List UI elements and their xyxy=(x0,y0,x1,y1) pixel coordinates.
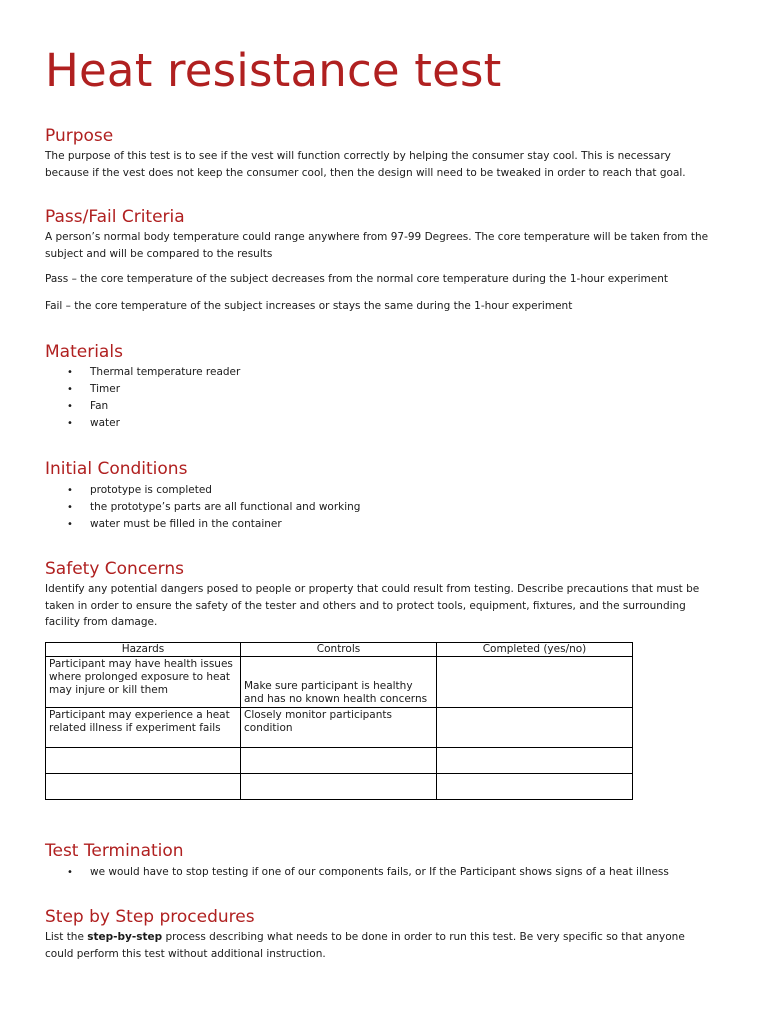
table-header-row xyxy=(46,643,633,657)
pass-criteria: Pass – the core temperature of the subject decreases from the normal core temperature during the 1-hour experiment xyxy=(45,273,669,285)
purpose-text: The purpose of this test is to see if the vest will function correctly by helping the consumer stay cool. This is necessary because if the vest does not keep the consumer cool, then the design will need to be tweaked in order to reach that goal. xyxy=(45,150,686,179)
procedures-heading: Step by Step procedures xyxy=(45,907,255,927)
table-cell xyxy=(46,774,241,800)
materials-list xyxy=(45,364,240,432)
procedures-text-start: List the xyxy=(45,931,88,943)
table-cell: Participant may have health issues where prolonged exposure to heat may injure or kill them xyxy=(46,657,241,708)
list-item: • the prototype’s parts are all functional and working xyxy=(45,499,360,516)
table-cell xyxy=(437,748,633,774)
table-cell xyxy=(241,774,437,800)
table-row xyxy=(46,774,633,800)
list-item: • Timer xyxy=(45,381,240,398)
page-title: Heat resistance test xyxy=(45,44,502,97)
termination-list xyxy=(45,864,669,881)
table-cell: Participant may experience a heat related illness if experiment fails xyxy=(46,708,241,748)
pass-fail-heading: Pass/Fail Criteria xyxy=(45,207,185,227)
table-row xyxy=(46,657,633,708)
termination-heading: Test Termination xyxy=(45,841,184,861)
table-cell xyxy=(437,708,633,748)
list-item: • we would have to stop testing if one of our components fails, or If the Participant shows signs of a heat illness xyxy=(45,864,669,881)
procedures-text-bold: step-by-step xyxy=(87,931,163,943)
table-cell xyxy=(46,748,241,774)
table-cell xyxy=(241,748,437,774)
safety-text: Identify any potential dangers posed to people or property that could result from testing. Describe precautions that must be taken in order to ensure the safety of the tester and others and to protect tools, equipment, fixtures, and the surrounding facility from damage. xyxy=(45,583,700,628)
header-controls: Controls xyxy=(241,643,437,657)
fail-criteria: Fail – the core temperature of the subject increases or stays the same during the 1-hour experiment xyxy=(45,300,573,312)
header-hazards: Hazards xyxy=(46,643,241,657)
list-item: • prototype is completed xyxy=(45,482,360,499)
hazards-table xyxy=(45,642,633,800)
safety-heading: Safety Concerns xyxy=(45,559,184,579)
table-cell: Closely monitor participants condition xyxy=(241,708,437,748)
purpose-heading: Purpose xyxy=(45,126,114,146)
procedures-text xyxy=(45,929,715,962)
initial-conditions-list xyxy=(45,482,360,533)
materials-heading: Materials xyxy=(45,342,123,362)
header-completed: Completed (yes/no) xyxy=(437,643,633,657)
procedures-text-end: process describing what needs to be done in order to run this test. Be very specific so that anyone could perform this test without additional instruction. xyxy=(45,931,685,960)
list-item: • Thermal temperature reader xyxy=(45,364,240,381)
table-cell xyxy=(437,774,633,800)
list-item: • water xyxy=(45,415,240,432)
list-item: • water must be filled in the container xyxy=(45,516,360,533)
table-row xyxy=(46,708,633,748)
table-cell: Make sure participant is healthy and has no known health concerns xyxy=(241,657,437,708)
pass-fail-text: A person’s normal body temperature could range anywhere from 97-99 Degrees. The core temperature will be taken from the subject and will be compared to the results xyxy=(45,231,709,260)
table-cell xyxy=(437,657,633,708)
initial-conditions-heading: Initial Conditions xyxy=(45,459,188,479)
list-item: • Fan xyxy=(45,398,240,415)
table-row xyxy=(46,748,633,774)
